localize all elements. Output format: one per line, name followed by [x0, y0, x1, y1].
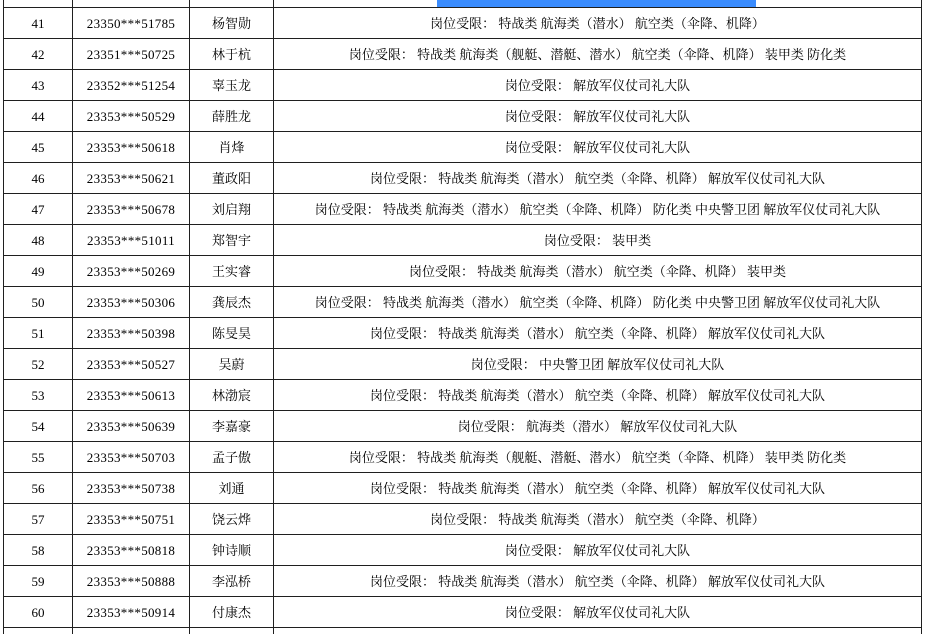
- table-row: [4, 70, 922, 101]
- candidate-name: 郑智宇: [190, 225, 274, 255]
- restriction-table: [3, 0, 922, 634]
- exam-id: 23353***50613: [73, 380, 190, 410]
- row-number: 41: [4, 8, 73, 38]
- candidate-name-cell: [190, 628, 274, 634]
- row-number: 53: [4, 380, 73, 410]
- row-number: 45: [4, 132, 73, 162]
- candidate-name: 辜玉龙: [190, 70, 274, 100]
- candidate-name: 王实睿: [190, 256, 274, 286]
- restriction-text: 岗位受限： 航海类（潜水） 解放军仪仗司礼大队: [274, 411, 922, 441]
- exam-id: 23353***50269: [73, 256, 190, 286]
- row-number: 47: [4, 194, 73, 224]
- restriction-text: 岗位受限： 特战类 航海类（潜水） 航空类（伞降、机降） 防化类 中央警卫团 解放军仪仗司礼大队: [274, 194, 922, 224]
- row-number: 54: [4, 411, 73, 441]
- exam-id: 23353***50529: [73, 101, 190, 131]
- restriction-text: 岗位受限： 特战类 航海类（潜水） 航空类（伞降、机降） 解放军仪仗司礼大队: [274, 163, 922, 193]
- row-number: 46: [4, 163, 73, 193]
- table-row: [4, 504, 922, 535]
- table-row: [4, 8, 922, 39]
- exam-id: 23353***50398: [73, 318, 190, 348]
- row-number-cell: [4, 0, 73, 7]
- exam-id: 23351***50725: [73, 39, 190, 69]
- candidate-name-cell: [190, 0, 274, 7]
- candidate-name: 薛胜龙: [190, 101, 274, 131]
- candidate-name: 林于杭: [190, 39, 274, 69]
- exam-id: 23353***50818: [73, 535, 190, 565]
- row-number: 52: [4, 349, 73, 379]
- exam-id: 23353***50678: [73, 194, 190, 224]
- table-row: [4, 442, 922, 473]
- exam-id: 23353***51011: [73, 225, 190, 255]
- exam-id-cell: [73, 0, 190, 7]
- restriction-text: 岗位受限： 特战类 航海类（潜水） 航空类（伞降、机降）: [274, 8, 922, 38]
- table-row: [4, 39, 922, 70]
- restriction-text: 岗位受限： 中央警卫团 解放军仪仗司礼大队: [274, 349, 922, 379]
- candidate-name: 龚辰杰: [190, 287, 274, 317]
- partial-row-top: [4, 0, 922, 8]
- table-row: [4, 597, 922, 628]
- exam-id: 23353***50618: [73, 132, 190, 162]
- selection-highlight: [437, 0, 756, 7]
- candidate-name: 林渤宸: [190, 380, 274, 410]
- candidate-name: 付康杰: [190, 597, 274, 627]
- restriction-text: 岗位受限： 特战类 航海类（潜水） 航空类（伞降、机降） 解放军仪仗司礼大队: [274, 566, 922, 596]
- restriction-text: 岗位受限： 特战类 航海类（潜水） 航空类（伞降、机降） 装甲类: [274, 256, 922, 286]
- table-row: [4, 318, 922, 349]
- exam-id: 23353***50914: [73, 597, 190, 627]
- table-row: [4, 349, 922, 380]
- row-number: 58: [4, 535, 73, 565]
- table-row: [4, 225, 922, 256]
- exam-id: 23353***50639: [73, 411, 190, 441]
- table-row: [4, 535, 922, 566]
- exam-id: 23353***50621: [73, 163, 190, 193]
- row-number: 51: [4, 318, 73, 348]
- table-body: [4, 8, 922, 628]
- restriction-text: 岗位受限： 解放军仪仗司礼大队: [274, 70, 922, 100]
- candidate-name: 肖烽: [190, 132, 274, 162]
- restriction-text: 岗位受限： 解放军仪仗司礼大队: [274, 597, 922, 627]
- restriction-text: 岗位受限： 特战类 航海类（潜水） 航空类（伞降、机降） 解放军仪仗司礼大队: [274, 318, 922, 348]
- row-number: 43: [4, 70, 73, 100]
- candidate-name: 李嘉豪: [190, 411, 274, 441]
- restriction-text: 岗位受限： 解放军仪仗司礼大队: [274, 132, 922, 162]
- candidate-name: 刘启翔: [190, 194, 274, 224]
- exam-id: 23350***51785: [73, 8, 190, 38]
- restriction-cell: [274, 0, 922, 7]
- table-row: [4, 194, 922, 225]
- restriction-text: 岗位受限： 特战类 航海类（舰艇、潜艇、潜水） 航空类（伞降、机降） 装甲类 防化类: [274, 39, 922, 69]
- exam-id: 23353***50306: [73, 287, 190, 317]
- candidate-name: 陈旻昊: [190, 318, 274, 348]
- table-row: [4, 473, 922, 504]
- exam-id: 23353***50527: [73, 349, 190, 379]
- table-row: [4, 101, 922, 132]
- exam-id: 23353***50888: [73, 566, 190, 596]
- row-number: 56: [4, 473, 73, 503]
- candidate-name: 董政阳: [190, 163, 274, 193]
- restriction-text: 岗位受限： 解放军仪仗司礼大队: [274, 101, 922, 131]
- restriction-text: 岗位受限： 解放军仪仗司礼大队: [274, 535, 922, 565]
- candidate-name: 刘通: [190, 473, 274, 503]
- row-number: 50: [4, 287, 73, 317]
- row-number: 55: [4, 442, 73, 472]
- table-row: [4, 132, 922, 163]
- table-row: [4, 566, 922, 597]
- row-number-cell: [4, 628, 73, 634]
- exam-id-cell: [73, 628, 190, 634]
- restriction-text: 岗位受限： 特战类 航海类（舰艇、潜艇、潜水） 航空类（伞降、机降） 装甲类 防化类: [274, 442, 922, 472]
- restriction-text: 岗位受限： 特战类 航海类（潜水） 航空类（伞降、机降） 解放军仪仗司礼大队: [274, 380, 922, 410]
- row-number: 49: [4, 256, 73, 286]
- candidate-name: 李泓桥: [190, 566, 274, 596]
- candidate-name: 钟诗顺: [190, 535, 274, 565]
- restriction-text: 岗位受限： 特战类 航海类（潜水） 航空类（伞降、机降） 防化类 中央警卫团 解放军仪仗司礼大队: [274, 287, 922, 317]
- restriction-text: 岗位受限： 装甲类: [274, 225, 922, 255]
- row-number: 44: [4, 101, 73, 131]
- table-row: [4, 287, 922, 318]
- row-number: 42: [4, 39, 73, 69]
- row-number: 60: [4, 597, 73, 627]
- table-row: [4, 256, 922, 287]
- exam-id: 23353***50751: [73, 504, 190, 534]
- exam-id: 23353***50703: [73, 442, 190, 472]
- restriction-cell: [274, 628, 922, 634]
- exam-id: 23353***50738: [73, 473, 190, 503]
- table-row: [4, 163, 922, 194]
- candidate-name: 吴蔚: [190, 349, 274, 379]
- candidate-name: 杨智勋: [190, 8, 274, 38]
- table-row: [4, 411, 922, 442]
- row-number: 59: [4, 566, 73, 596]
- exam-id: 23352***51254: [73, 70, 190, 100]
- row-number: 57: [4, 504, 73, 534]
- table-row: [4, 380, 922, 411]
- candidate-name: 饶云烨: [190, 504, 274, 534]
- row-number: 48: [4, 225, 73, 255]
- partial-row-bottom: [4, 628, 922, 634]
- candidate-name: 孟子傲: [190, 442, 274, 472]
- restriction-text: 岗位受限： 特战类 航海类（潜水） 航空类（伞降、机降） 解放军仪仗司礼大队: [274, 473, 922, 503]
- restriction-text: 岗位受限： 特战类 航海类（潜水） 航空类（伞降、机降）: [274, 504, 922, 534]
